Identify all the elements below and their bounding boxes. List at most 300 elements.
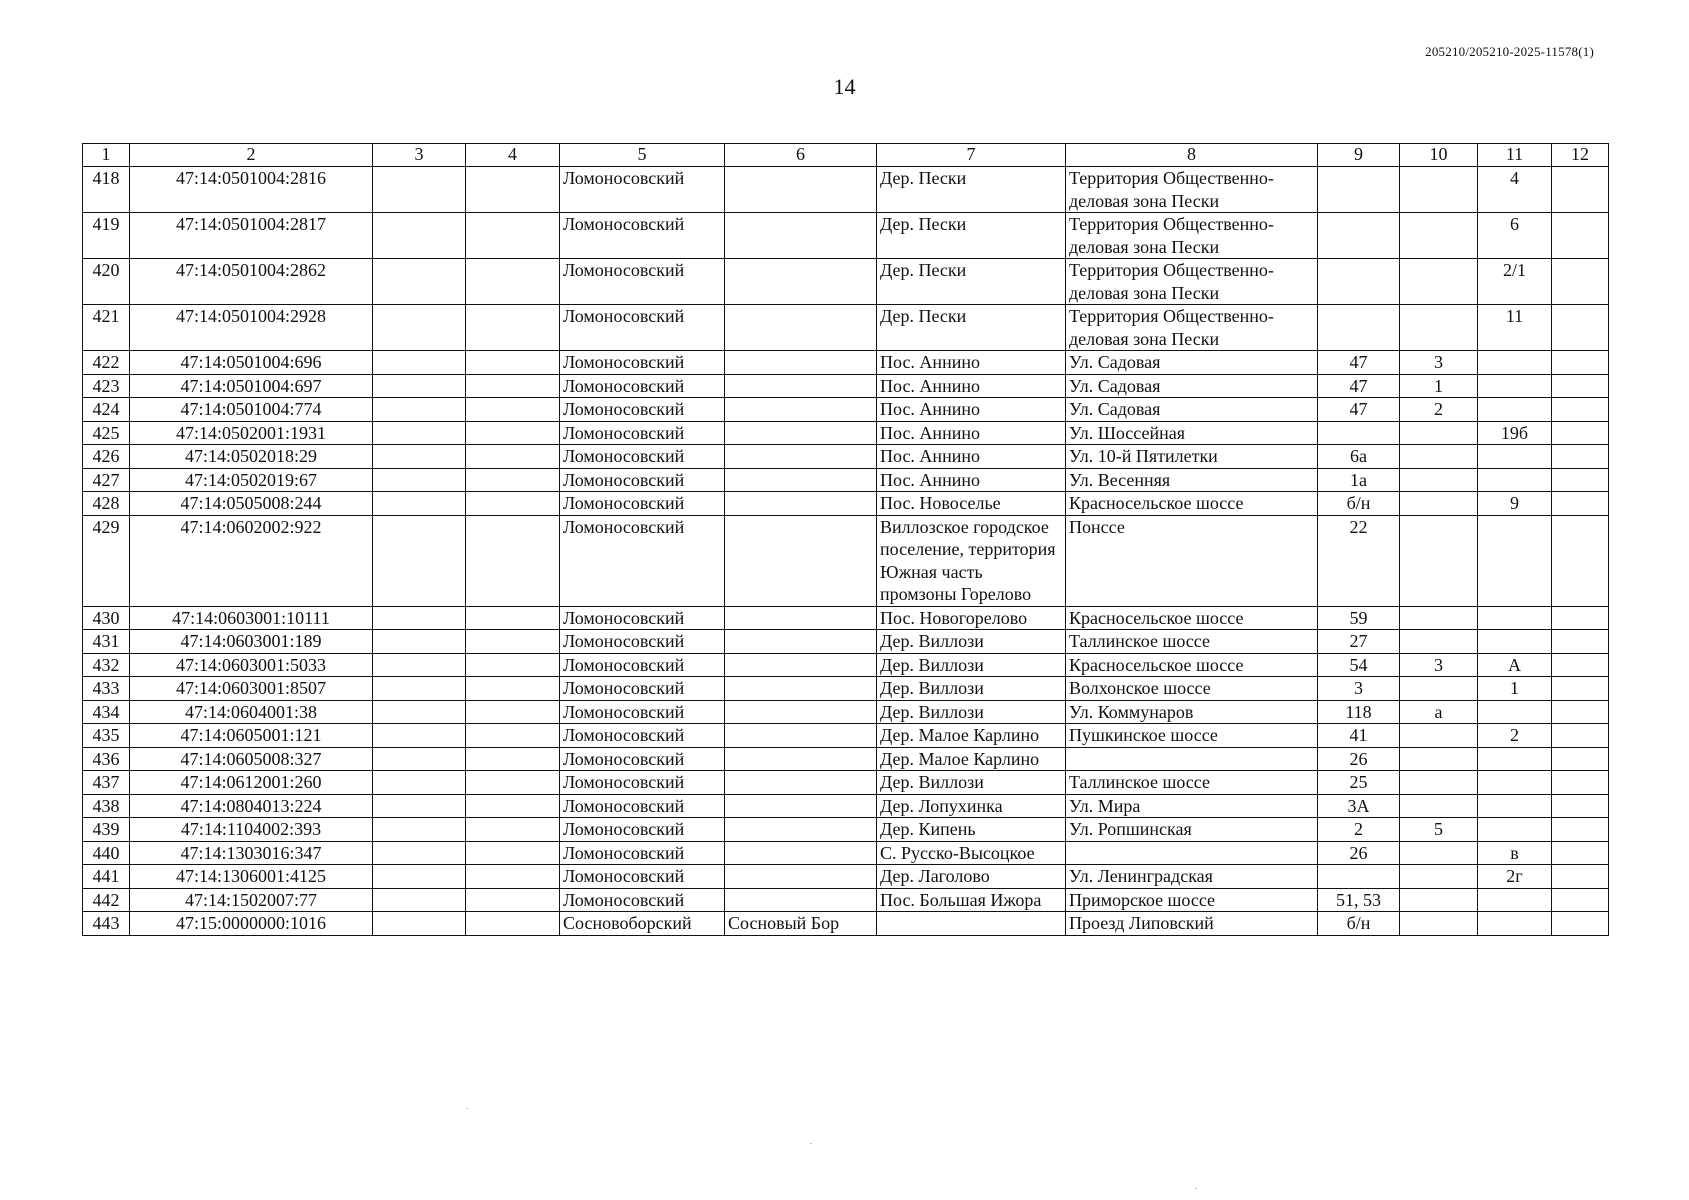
house-number-cell: 54 (1318, 653, 1400, 677)
structure-cell (1478, 374, 1552, 398)
building-cell (1400, 630, 1478, 654)
settlement-cell: Пос. Аннино (877, 421, 1066, 445)
city-cell (725, 515, 877, 606)
building-cell: а (1400, 700, 1478, 724)
district-cell: Ломоносовский (560, 468, 725, 492)
city-cell (725, 841, 877, 865)
cadastral-number-cell: 47:14:0501004:2817 (130, 213, 373, 259)
row-number-cell: 422 (83, 351, 130, 375)
cadastral-number-cell: 47:14:1104002:393 (130, 818, 373, 842)
house-number-cell: 3 (1318, 677, 1400, 701)
settlement-cell: Дер. Малое Карлино (877, 747, 1066, 771)
col3-cell (373, 213, 466, 259)
city-cell (725, 167, 877, 213)
district-cell: Ломоносовский (560, 259, 725, 305)
structure-cell (1478, 818, 1552, 842)
table-row (83, 351, 1609, 375)
row-number-cell: 423 (83, 374, 130, 398)
col3-cell (373, 374, 466, 398)
building-cell (1400, 492, 1478, 516)
building-cell (1400, 794, 1478, 818)
building-cell: 3 (1400, 351, 1478, 375)
building-cell (1400, 445, 1478, 469)
col4-cell (466, 421, 560, 445)
col12-cell (1552, 747, 1609, 771)
table-row (83, 606, 1609, 630)
col12-cell (1552, 724, 1609, 748)
col12-cell (1552, 259, 1609, 305)
structure-cell (1478, 468, 1552, 492)
col4-cell (466, 912, 560, 936)
col4-cell (466, 515, 560, 606)
structure-cell: 9 (1478, 492, 1552, 516)
settlement-cell: Дер. Виллози (877, 653, 1066, 677)
building-cell (1400, 865, 1478, 889)
table-body (83, 167, 1609, 936)
col12-cell (1552, 351, 1609, 375)
col4-cell (466, 492, 560, 516)
street-cell: Ул. Садовая (1066, 398, 1318, 422)
building-cell (1400, 259, 1478, 305)
street-cell: Ул. Коммунаров (1066, 700, 1318, 724)
col3-cell (373, 421, 466, 445)
cadastral-number-cell: 47:14:0501004:2816 (130, 167, 373, 213)
street-cell: Красносельское шоссе (1066, 492, 1318, 516)
col12-cell (1552, 515, 1609, 606)
table-row (83, 305, 1609, 351)
cadastral-number-cell: 47:15:0000000:1016 (130, 912, 373, 936)
col12-cell (1552, 305, 1609, 351)
street-cell: Понссе (1066, 515, 1318, 606)
col4-cell (466, 865, 560, 889)
city-cell (725, 305, 877, 351)
city-cell (725, 818, 877, 842)
street-cell: Ул. 10-й Пятилетки (1066, 445, 1318, 469)
col4-cell (466, 677, 560, 701)
city-cell (725, 351, 877, 375)
col3-cell (373, 398, 466, 422)
col12-cell (1552, 445, 1609, 469)
table-row (83, 213, 1609, 259)
building-cell (1400, 305, 1478, 351)
house-number-cell (1318, 865, 1400, 889)
table-row (83, 468, 1609, 492)
row-number-cell: 441 (83, 865, 130, 889)
street-cell: Таллинское шоссе (1066, 771, 1318, 795)
house-number-cell: 41 (1318, 724, 1400, 748)
structure-cell: 4 (1478, 167, 1552, 213)
row-number-cell: 421 (83, 305, 130, 351)
settlement-cell: Дер. Малое Карлино (877, 724, 1066, 748)
structure-cell (1478, 888, 1552, 912)
col4-cell (466, 841, 560, 865)
row-number-cell: 434 (83, 700, 130, 724)
building-cell (1400, 677, 1478, 701)
structure-cell: 11 (1478, 305, 1552, 351)
cadastral-number-cell: 47:14:0604001:38 (130, 700, 373, 724)
district-cell: Ломоносовский (560, 630, 725, 654)
settlement-cell: Пос. Аннино (877, 351, 1066, 375)
cadastral-number-cell: 47:14:0605008:327 (130, 747, 373, 771)
row-number-cell: 424 (83, 398, 130, 422)
settlement-cell: Дер. Лаголово (877, 865, 1066, 889)
row-number-cell: 435 (83, 724, 130, 748)
building-cell (1400, 213, 1478, 259)
street-cell: Ул. Садовая (1066, 351, 1318, 375)
settlement-cell: Дер. Лопухинка (877, 794, 1066, 818)
cadastral-number-cell: 47:14:0603001:189 (130, 630, 373, 654)
settlement-cell: Дер. Пески (877, 259, 1066, 305)
settlement-cell: Пос. Новоселье (877, 492, 1066, 516)
building-cell: 1 (1400, 374, 1478, 398)
column-header: 1 (83, 144, 130, 167)
structure-cell: в (1478, 841, 1552, 865)
structure-cell: 2/1 (1478, 259, 1552, 305)
cadastral-number-cell: 47:14:0502019:67 (130, 468, 373, 492)
col12-cell (1552, 818, 1609, 842)
col12-cell (1552, 771, 1609, 795)
settlement-cell: Пос. Большая Ижора (877, 888, 1066, 912)
structure-cell (1478, 606, 1552, 630)
col12-cell (1552, 398, 1609, 422)
house-number-cell: 22 (1318, 515, 1400, 606)
cadastral-number-cell: 47:14:0605001:121 (130, 724, 373, 748)
settlement-cell: Пос. Аннино (877, 398, 1066, 422)
street-cell: Волхонское шоссе (1066, 677, 1318, 701)
house-number-cell: 26 (1318, 841, 1400, 865)
district-cell: Ломоносовский (560, 398, 725, 422)
table-row (83, 841, 1609, 865)
col12-cell (1552, 213, 1609, 259)
col4-cell (466, 888, 560, 912)
house-number-cell (1318, 167, 1400, 213)
district-cell: Ломоносовский (560, 747, 725, 771)
column-header: 9 (1318, 144, 1400, 167)
city-cell (725, 445, 877, 469)
building-cell (1400, 421, 1478, 445)
city-cell (725, 865, 877, 889)
scan-speck (466, 1108, 468, 1109)
settlement-cell: Дер. Пески (877, 167, 1066, 213)
col3-cell (373, 724, 466, 748)
structure-cell (1478, 771, 1552, 795)
table-row (83, 374, 1609, 398)
settlement-cell: Дер. Кипень (877, 818, 1066, 842)
cadastral-number-cell: 47:14:0501004:774 (130, 398, 373, 422)
settlement-cell: Дер. Виллози (877, 677, 1066, 701)
table-row (83, 515, 1609, 606)
street-cell: Красносельское шоссе (1066, 606, 1318, 630)
row-number-cell: 432 (83, 653, 130, 677)
col3-cell (373, 606, 466, 630)
col4-cell (466, 167, 560, 213)
settlement-cell: Дер. Пески (877, 305, 1066, 351)
cadastral-number-cell: 47:14:1306001:4125 (130, 865, 373, 889)
col12-cell (1552, 630, 1609, 654)
building-cell (1400, 468, 1478, 492)
structure-cell (1478, 794, 1552, 818)
settlement-cell: Пос. Аннино (877, 445, 1066, 469)
col4-cell (466, 351, 560, 375)
col3-cell (373, 794, 466, 818)
building-cell: 3 (1400, 653, 1478, 677)
col12-cell (1552, 841, 1609, 865)
cadastral-number-cell: 47:14:0602002:922 (130, 515, 373, 606)
district-cell: Ломоносовский (560, 888, 725, 912)
table-row (83, 912, 1609, 936)
table-row (83, 421, 1609, 445)
district-cell: Ломоносовский (560, 818, 725, 842)
column-header: 11 (1478, 144, 1552, 167)
column-header: 8 (1066, 144, 1318, 167)
district-cell: Ломоносовский (560, 351, 725, 375)
row-number-cell: 430 (83, 606, 130, 630)
row-number-cell: 428 (83, 492, 130, 516)
city-cell (725, 468, 877, 492)
row-number-cell: 440 (83, 841, 130, 865)
row-number-cell: 425 (83, 421, 130, 445)
table-row (83, 865, 1609, 889)
col4-cell (466, 213, 560, 259)
settlement-cell (877, 912, 1066, 936)
street-cell: Территория Общественно-деловая зона Пески (1066, 305, 1318, 351)
building-cell (1400, 724, 1478, 748)
col4-cell (466, 724, 560, 748)
city-cell (725, 794, 877, 818)
row-number-cell: 433 (83, 677, 130, 701)
house-number-cell: 26 (1318, 747, 1400, 771)
settlement-cell: Дер. Виллози (877, 630, 1066, 654)
building-cell (1400, 515, 1478, 606)
building-cell: 5 (1400, 818, 1478, 842)
house-number-cell: 2 (1318, 818, 1400, 842)
col4-cell (466, 630, 560, 654)
structure-cell (1478, 747, 1552, 771)
col3-cell (373, 653, 466, 677)
cadastral-number-cell: 47:14:0501004:2862 (130, 259, 373, 305)
table-row (83, 167, 1609, 213)
district-cell: Ломоносовский (560, 492, 725, 516)
col12-cell (1552, 374, 1609, 398)
col12-cell (1552, 167, 1609, 213)
structure-cell: 19б (1478, 421, 1552, 445)
street-cell (1066, 841, 1318, 865)
col4-cell (466, 305, 560, 351)
col3-cell (373, 630, 466, 654)
row-number-cell: 427 (83, 468, 130, 492)
column-header: 6 (725, 144, 877, 167)
cadastral-number-cell: 47:14:0603001:10111 (130, 606, 373, 630)
district-cell: Ломоносовский (560, 653, 725, 677)
house-number-cell: 59 (1318, 606, 1400, 630)
cadastral-number-cell: 47:14:0612001:260 (130, 771, 373, 795)
street-cell: Территория Общественно-деловая зона Пески (1066, 259, 1318, 305)
scan-speck (1195, 1188, 1197, 1189)
settlement-cell: Пос. Новогорелово (877, 606, 1066, 630)
col12-cell (1552, 468, 1609, 492)
row-number-cell: 442 (83, 888, 130, 912)
structure-cell (1478, 630, 1552, 654)
street-cell: Ул. Мира (1066, 794, 1318, 818)
cadastral-number-cell: 47:14:0502001:1931 (130, 421, 373, 445)
cadastral-number-cell: 47:14:0502018:29 (130, 445, 373, 469)
district-cell: Ломоносовский (560, 865, 725, 889)
table-row (83, 747, 1609, 771)
table-row (83, 398, 1609, 422)
building-cell: 2 (1400, 398, 1478, 422)
column-header: 4 (466, 144, 560, 167)
table-row (83, 700, 1609, 724)
house-number-cell: б/н (1318, 492, 1400, 516)
col3-cell (373, 747, 466, 771)
city-cell (725, 606, 877, 630)
settlement-cell: Виллозское городское поселение, территория Южная часть промзоны Горелово (877, 515, 1066, 606)
house-number-cell: 25 (1318, 771, 1400, 795)
house-number-cell: 47 (1318, 398, 1400, 422)
house-number-cell (1318, 305, 1400, 351)
cadastral-number-cell: 47:14:0501004:697 (130, 374, 373, 398)
col4-cell (466, 794, 560, 818)
cadastral-number-cell: 47:14:0603001:5033 (130, 653, 373, 677)
col4-cell (466, 771, 560, 795)
col4-cell (466, 445, 560, 469)
house-number-cell: 47 (1318, 351, 1400, 375)
street-cell: Ул. Шоссейная (1066, 421, 1318, 445)
street-cell: Территория Общественно-деловая зона Пески (1066, 213, 1318, 259)
city-cell (725, 700, 877, 724)
row-number-cell: 429 (83, 515, 130, 606)
structure-cell: 1 (1478, 677, 1552, 701)
col12-cell (1552, 865, 1609, 889)
structure-cell (1478, 515, 1552, 606)
structure-cell (1478, 398, 1552, 422)
cadastral-number-cell: 47:14:0501004:2928 (130, 305, 373, 351)
settlement-cell: Пос. Аннино (877, 468, 1066, 492)
col12-cell (1552, 492, 1609, 516)
registry-table (82, 143, 1609, 936)
table-row (83, 653, 1609, 677)
city-cell (725, 374, 877, 398)
table-row (83, 259, 1609, 305)
row-number-cell: 443 (83, 912, 130, 936)
table-row (83, 888, 1609, 912)
row-number-cell: 438 (83, 794, 130, 818)
col3-cell (373, 677, 466, 701)
district-cell: Ломоносовский (560, 167, 725, 213)
row-number-cell: 426 (83, 445, 130, 469)
structure-cell: А (1478, 653, 1552, 677)
city-cell (725, 747, 877, 771)
house-number-cell: 47 (1318, 374, 1400, 398)
col3-cell (373, 771, 466, 795)
col3-cell (373, 865, 466, 889)
col3-cell (373, 351, 466, 375)
table-row (83, 724, 1609, 748)
table-row (83, 445, 1609, 469)
city-cell (725, 771, 877, 795)
house-number-cell: б/н (1318, 912, 1400, 936)
table-row (83, 794, 1609, 818)
street-cell: Проезд Липовский (1066, 912, 1318, 936)
cadastral-number-cell: 47:14:0505008:244 (130, 492, 373, 516)
structure-cell (1478, 445, 1552, 469)
row-number-cell: 431 (83, 630, 130, 654)
city-cell (725, 492, 877, 516)
structure-cell: 6 (1478, 213, 1552, 259)
building-cell (1400, 747, 1478, 771)
district-cell: Ломоносовский (560, 724, 725, 748)
col12-cell (1552, 677, 1609, 701)
col3-cell (373, 468, 466, 492)
cadastral-number-cell: 47:14:0804013:224 (130, 794, 373, 818)
district-cell: Ломоносовский (560, 841, 725, 865)
col4-cell (466, 700, 560, 724)
street-cell: Ул. Ленинградская (1066, 865, 1318, 889)
settlement-cell: Дер. Виллози (877, 771, 1066, 795)
structure-cell: 2 (1478, 724, 1552, 748)
house-number-cell: 1а (1318, 468, 1400, 492)
house-number-cell: 51, 53 (1318, 888, 1400, 912)
col4-cell (466, 747, 560, 771)
column-header: 2 (130, 144, 373, 167)
cadastral-number-cell: 47:14:0501004:696 (130, 351, 373, 375)
house-number-cell (1318, 259, 1400, 305)
house-number-cell (1318, 421, 1400, 445)
district-cell: Ломоносовский (560, 515, 725, 606)
col3-cell (373, 912, 466, 936)
street-cell: Приморское шоссе (1066, 888, 1318, 912)
page-number: 14 (833, 74, 856, 99)
column-header: 10 (1400, 144, 1478, 167)
table-row (83, 630, 1609, 654)
house-number-cell: 27 (1318, 630, 1400, 654)
col4-cell (466, 398, 560, 422)
row-number-cell: 437 (83, 771, 130, 795)
city-cell (725, 888, 877, 912)
city-cell (725, 398, 877, 422)
street-cell: Ул. Садовая (1066, 374, 1318, 398)
city-cell (725, 421, 877, 445)
structure-cell (1478, 912, 1552, 936)
district-cell: Ломоносовский (560, 445, 725, 469)
city-cell (725, 630, 877, 654)
col4-cell (466, 374, 560, 398)
col4-cell (466, 818, 560, 842)
district-cell: Ломоносовский (560, 374, 725, 398)
row-number-cell: 419 (83, 213, 130, 259)
col3-cell (373, 888, 466, 912)
building-cell (1400, 841, 1478, 865)
structure-cell (1478, 700, 1552, 724)
column-header: 3 (373, 144, 466, 167)
building-cell (1400, 771, 1478, 795)
col3-cell (373, 492, 466, 516)
city-cell: Сосновый Бор (725, 912, 877, 936)
table-row (83, 771, 1609, 795)
document-reference-number: 205210/205210-2025-11578(1) (1425, 44, 1594, 59)
street-cell (1066, 747, 1318, 771)
column-header: 12 (1552, 144, 1609, 167)
table-header-row (83, 144, 1609, 167)
street-cell: Ул. Ропшинская (1066, 818, 1318, 842)
house-number-cell: 118 (1318, 700, 1400, 724)
settlement-cell: Дер. Пески (877, 213, 1066, 259)
street-cell: Ул. Весенняя (1066, 468, 1318, 492)
building-cell (1400, 912, 1478, 936)
district-cell: Сосновоборский (560, 912, 725, 936)
cadastral-number-cell: 47:14:0603001:8507 (130, 677, 373, 701)
col4-cell (466, 653, 560, 677)
